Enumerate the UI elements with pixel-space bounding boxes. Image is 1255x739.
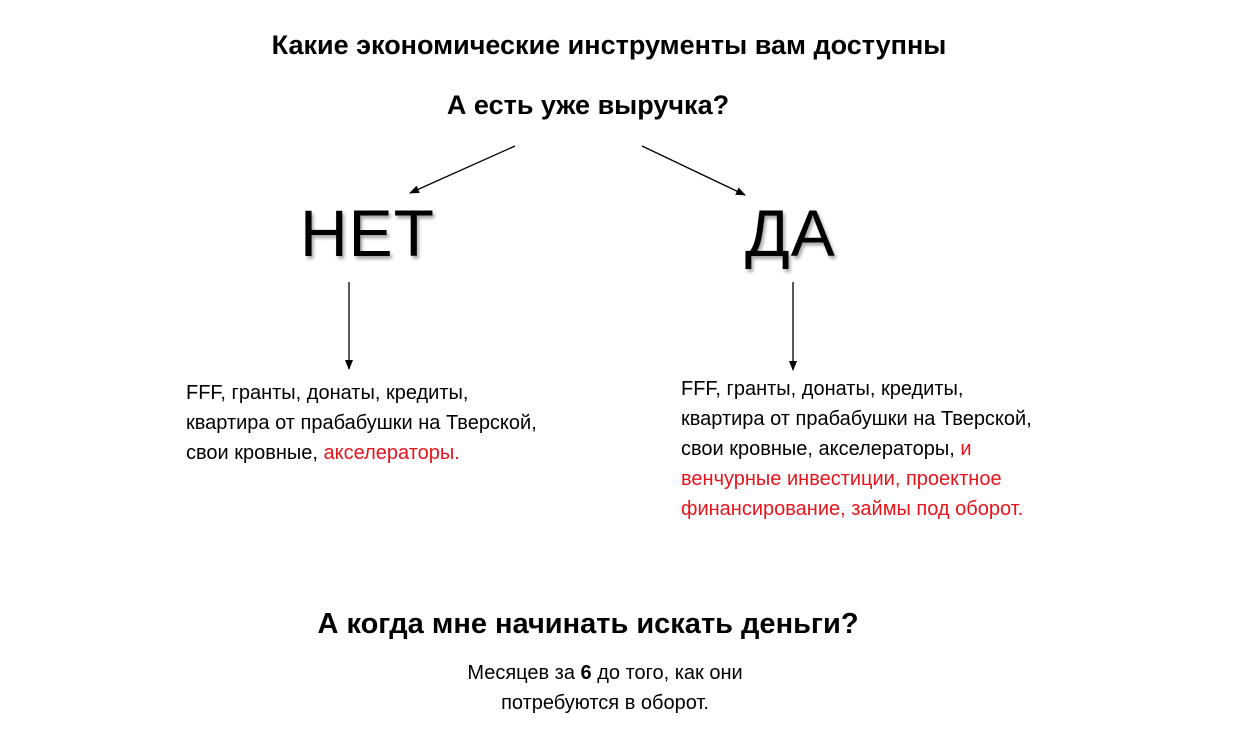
options-no-revenue [186,378,626,468]
answer-no: НЕТ [300,196,435,270]
slide-title: Какие экономические инструменты вам доступны [271,30,947,60]
timing-answer-after: до того, как они [591,662,743,684]
options-yes-line-4: венчурные инвестиции, проектное [681,468,1002,490]
options-no-highlight: акселераторы. [323,442,460,464]
timing-answer-before: Месяцев за [467,662,581,684]
timing-question: А когда мне начинать искать деньги? [317,608,859,640]
timing-answer-line-1 [0,658,1210,688]
arrow-to-no [410,146,515,193]
options-no-line-3-text: свои кровные, [186,442,324,464]
arrow-to-yes [642,146,745,195]
revenue-question: А есть уже выручка? [446,90,730,120]
options-yes-line-1: FFF, гранты, донаты, кредиты, [681,378,964,400]
options-yes-line-5: финансирование, займы под оборот. [681,498,1024,520]
options-no-line-2: квартира от прабабушки на Тверской, [186,412,537,434]
options-yes-highlight-and: и [960,438,972,460]
options-yes-line-2: квартира от прабабушки на Тверской, [681,408,1032,430]
options-yes-line-3 [681,434,1111,464]
options-with-revenue [681,374,1111,524]
answer-yes: ДА [745,196,836,270]
options-no-line-3 [186,438,626,468]
timing-answer [0,658,1210,718]
options-no-line-1: FFF, гранты, донаты, кредиты, [186,382,469,404]
timing-answer-line-2: потребуются в оборот. [501,692,709,714]
timing-answer-months: 6 [580,662,592,684]
options-yes-line-3-text: свои кровные, акселераторы, [681,438,961,460]
